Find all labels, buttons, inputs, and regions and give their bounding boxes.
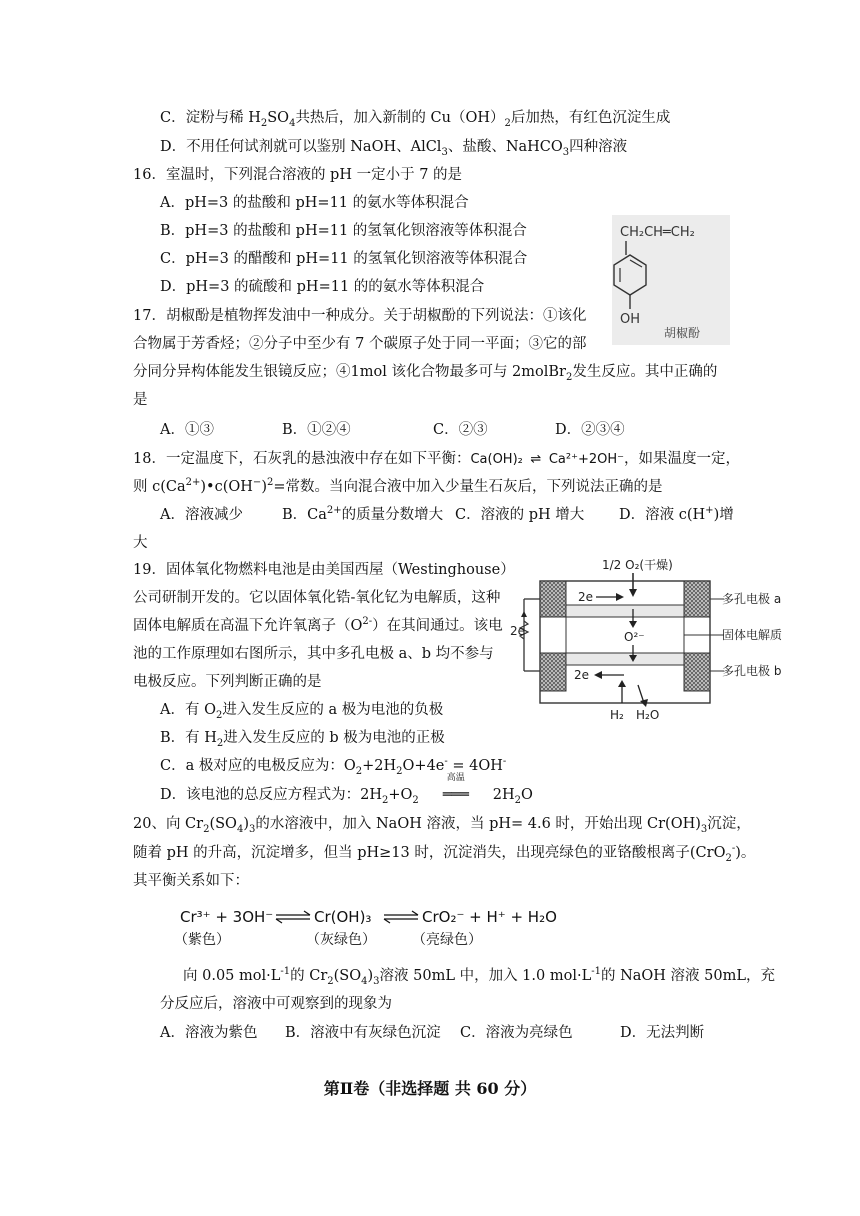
fuel-cell-h2-label: H₂ [610, 708, 624, 722]
equilibrium-color-2: （灰绿色） [306, 932, 376, 948]
q20-option-b: B．溶液中有灰绿色沉淀 [285, 1025, 441, 1041]
q18-line-1: 18．一定温度下，石灰乳的悬浊液中存在如下平衡：Ca(OH)₂ ⇌ Ca²⁺+2OH⁻，如果温度一定， [133, 451, 741, 467]
q16-stem: 16．室温时，下列混合溶液的 pH 一定小于 7 的是 [133, 167, 463, 183]
q19-line-5: 电极反应。下列判断正确的是 [133, 674, 322, 690]
q17-line-1: 17．胡椒酚是植物挥发油中一种成分。关于胡椒酚的下列说法：①该化 [133, 308, 587, 324]
q17-option-b: B．①②④ [282, 422, 351, 438]
fuel-cell-bottom-electrons: 2e [574, 668, 590, 682]
q18-line-2: 则 $c(Ca^{2+})•c(OH^-)^2=$常数。当向混合液中加入少量生石灰后，下列说法正确的是 [133, 477, 663, 495]
q19-line-4: 池的工作原理如右图所示，其中多孔电极 a、b 均不参与 [133, 646, 494, 662]
q17-line-3: 分同分异构体能发生银镜反应；④1mol 该化合物最多可与 2molBr$_2$发生反应。其中正确的 [133, 364, 718, 383]
fuel-cell-electrode-a-label: 多孔电极 a [722, 592, 782, 606]
equilibrium-color-3: （亮绿色） [412, 932, 482, 948]
q19-line-1: 19．固体氧化物燃料电池是由美国西屋（Westinghouse） [133, 562, 515, 578]
q18-option-a: A．溶液减少 [160, 507, 243, 523]
q16-option-b: B．pH=3 的盐酸和 pH=11 的氢氧化钡溶液等体积混合 [160, 223, 527, 239]
q17-line-4: 是 [133, 392, 148, 408]
fuel-cell-electrolyte-label: 固体电解质 [722, 628, 783, 642]
q19-line-3: 固体电解质在高温下允许氧离子$(O^{2-})$在其间通过。该电 [133, 616, 503, 634]
equilibrium-term-3: CrO₂⁻ + H⁺ + H₂O [422, 908, 557, 926]
q19-option-c: C．a 极对应的电极反应为：$O_2+2H_2O+4e^- = 4OH^-$ [160, 756, 507, 777]
q20-line-3: 其平衡关系如下： [133, 873, 249, 889]
q17-option-a: A．①③ [160, 422, 214, 438]
q15-option-d: D．不用任何试剂就可以鉴别 NaOH、AlCl$_3$、盐酸、NaHCO$_3$四种溶液 [160, 139, 628, 158]
chavicol-allyl-label: CH₂CH═CH₂ [620, 225, 695, 240]
q20-line-5: 分反应后，溶液中可观察到的现象为 [160, 996, 392, 1012]
q20-option-d: D．无法判断 [620, 1025, 705, 1041]
fuel-cell-diagram [510, 553, 783, 725]
q18-option-d: D．溶液 c(H+)增 [619, 505, 734, 523]
q18-line-4: 大 [133, 535, 148, 551]
q19-option-d: D．该电池的总反应方程式为：$2H_2+O_2$ 高温 ═══ $2H_2O$ [160, 773, 533, 806]
q20-line-2: 随着 pH 的升高，沉淀增多，但当 pH≥13 时，沉淀消失，出现亮绿色的亚铬酸根离子(CrO$_2$-)。 [133, 843, 756, 864]
fuel-cell-side-electrons: 2e [510, 624, 526, 638]
equilibrium-term-1: Cr³⁺ + 3OH⁻ [180, 908, 274, 926]
q19-line-2: 公司研制开发的。它以固体氧化锆-氧化钇为电解质，这种 [133, 590, 501, 606]
fuel-cell-h2o-label: H₂O [636, 708, 660, 722]
fuel-cell-electrode-b-label: 多孔电极 b [722, 664, 782, 678]
chromium-equilibrium-equation [174, 900, 560, 952]
q20-line-4: 向 0.05 $mol\cdot L^{-1}$的 $Cr_2(SO_4)_3$溶液 50mL 中，加入 1.0 $mol\cdot L^{-1}$的 NaOH 溶液 50mL，充 [183, 966, 775, 987]
q20-option-c: C．溶液为亮绿色 [460, 1025, 573, 1041]
q17-line-2: 合物属于芳香烃；②分子中至少有 7 个碳原子处于同一平面；③它的部 [133, 336, 587, 352]
chavicol-name-label: 胡椒酚 [664, 326, 701, 340]
q17-option-c: C．②③ [433, 422, 488, 438]
q19-option-a: A．有 $O_2$进入发生反应的 a 极为电池的负极 [160, 702, 444, 721]
equilibrium-term-2: Cr(OH)₃ [314, 908, 372, 926]
q15-option-c: C．淀粉与稀 $H_2SO_4$共热后，加入新制的 $Cu(OH)_2$后加热，有红色沉淀生成 [160, 110, 671, 129]
q19-option-b: B．有 $H_2$进入发生反应的 b 极为电池的正极 [160, 730, 445, 749]
q18-equilibrium: Ca(OH)₂ ⇌ Ca²⁺+2OH⁻ [470, 452, 625, 467]
q20-option-a: A．溶液为紫色 [160, 1025, 258, 1041]
q16-option-d: D．pH=3 的硫酸和 pH=11 的的氨水等体积混合 [160, 279, 485, 295]
fuel-cell-o2-inlet-label: 1/2 O₂(干燥) [602, 558, 673, 572]
q18-option-c: C．溶液的 pH 增大 [455, 507, 585, 523]
chavicol-structure-figure [612, 215, 730, 345]
chavicol-oh-label: OH [620, 312, 641, 327]
fuel-cell-top-electrons: 2e [578, 590, 594, 604]
fuel-cell-oxide-ion: O²⁻ [624, 630, 645, 644]
q17-option-d: D．②③④ [555, 422, 625, 438]
q20-line-1: 20、向 $Cr_2(SO_4)_3$的水溶液中，加入 NaOH 溶液，当 pH= 4.6 时，开始出现 $Cr(OH)_3$沉淀， [133, 816, 751, 835]
q16-option-a: A．pH=3 的盐酸和 pH=11 的氨水等体积混合 [160, 195, 469, 211]
q16-option-c: C．pH=3 的醋酸和 pH=11 的氢氧化钡溶液等体积混合 [160, 251, 528, 267]
q18-option-b: B．$Ca^{2+}$的质量分数增大 [282, 505, 444, 523]
equilibrium-color-1: （紫色） [174, 932, 230, 948]
section-title: 第Ⅱ卷（非选择题 共 60 分） [323, 1079, 537, 1098]
q19-condition-arrow: 高温 ═══ [442, 773, 469, 803]
